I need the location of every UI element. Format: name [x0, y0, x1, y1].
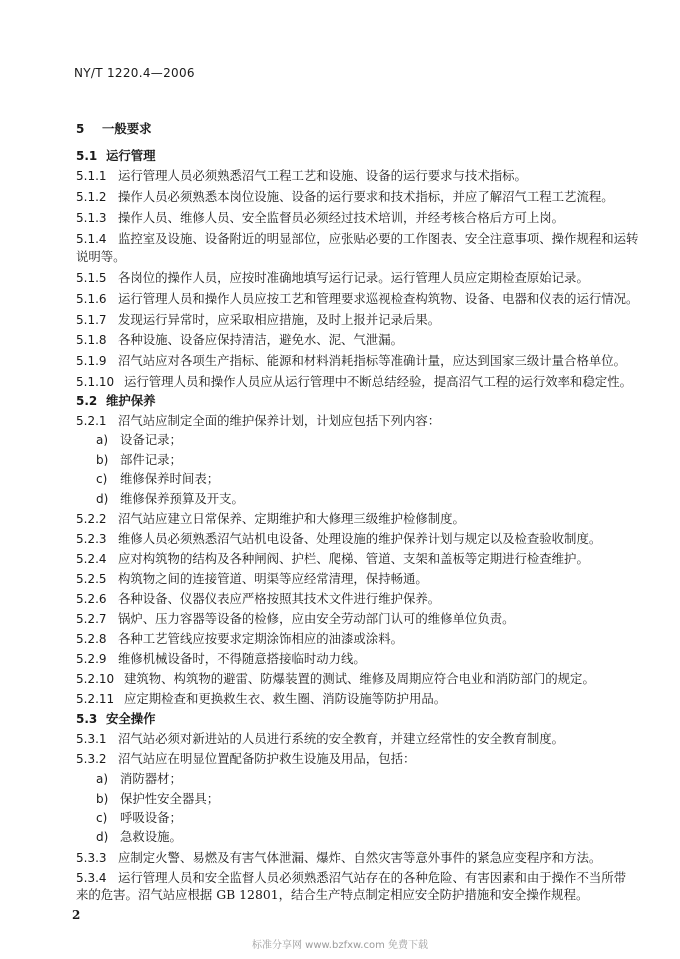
clause-number: 5.3.3	[76, 851, 107, 865]
clause-number: 5.2.6	[76, 592, 107, 606]
section-heading-5	[76, 121, 152, 137]
clause-text: 各种工艺管线应按要求定期涂饰相应的油漆或涂料。	[118, 631, 403, 646]
subsection-title: 维护保养	[106, 393, 156, 408]
list-marker: b)	[96, 792, 109, 806]
clause-5-1-3	[76, 210, 564, 226]
clause-number: 5.1.7	[76, 313, 107, 327]
clause-number: 5.1.4	[76, 232, 107, 246]
clause-text: 运行管理人员和安全监督人员必须熟悉沼气站存在的各种危险、有害因素和由于操作不当所带	[118, 870, 627, 885]
clause-text: 维修人员必须熟悉沼气站机电设备、处理设施的维护保养计划与规定以及检查验收制度。	[118, 531, 602, 546]
list-text: 消防器材；	[120, 771, 182, 786]
clause-number: 5.2.10	[76, 672, 115, 686]
clause-number: 5.3.1	[76, 732, 107, 746]
list-marker: d)	[96, 830, 109, 844]
clause-5-1-2	[76, 189, 614, 205]
clause-5-1-4-continuation: 说明等。	[76, 249, 126, 264]
clause-number: 5.1.2	[76, 190, 107, 204]
clause-text: 运行管理人员必须熟悉沼气工程工艺和设施、设备的运行要求与技术指标。	[118, 168, 527, 183]
clause-5-1-10	[76, 374, 632, 390]
clause-text: 建筑物、构筑物的避雷、防爆装置的测试、维修及周期应符合电业和消防部门的规定。	[124, 671, 595, 686]
clause-text: 构筑物之间的连接管道、明渠等应经常清理，保持畅通。	[118, 571, 428, 586]
clause-number: 5.2.5	[76, 572, 107, 586]
clause-text: 锅炉、压力容器等设备的检修，应由安全劳动部门认可的维修单位负责。	[118, 611, 515, 626]
clause-number: 5.2.4	[76, 552, 107, 566]
subsection-number: 5.2	[76, 394, 98, 408]
clause-5-2-11	[76, 691, 446, 707]
clause-text: 操作人员、维修人员、安全监督员必须经过技术培训，并经考核合格后方可上岗。	[118, 210, 565, 225]
clause-text: 沼气站应建立日常保养、定期维护和大修理三级维护检修制度。	[118, 511, 465, 526]
subsection-number: 5.3	[76, 712, 98, 726]
clause-5-2-10	[76, 671, 595, 687]
clause-number: 5.2.8	[76, 632, 107, 646]
list-item-5-2-1-d	[96, 491, 244, 507]
clause-5-2-1	[76, 413, 440, 429]
clause-number: 5.2.1	[76, 414, 107, 428]
subsection-number: 5.1	[76, 149, 98, 163]
clause-5-2-3	[76, 531, 601, 547]
clause-number: 5.3.2	[76, 752, 107, 766]
document-code: NY/T 1220.4—2006	[74, 66, 195, 80]
list-text: 保护性安全器具；	[120, 791, 220, 806]
clause-5-3-4	[76, 870, 626, 886]
section-title: 一般要求	[102, 121, 152, 136]
list-marker: c)	[96, 472, 108, 486]
page-number: 2	[72, 908, 81, 922]
section-number: 5	[76, 122, 85, 136]
clause-5-2-6	[76, 591, 440, 607]
subsection-heading-5-1	[76, 148, 156, 164]
clause-5-1-1	[76, 168, 527, 184]
watermark: 标准分享网 www.bzfxw.com 免费下载	[252, 940, 428, 951]
clause-number: 5.2.9	[76, 652, 107, 666]
clause-text: 沼气站应对各项生产指标、能源和材料消耗指标等准确计量，应达到国家三级计量合格单位。	[118, 353, 627, 368]
clause-text: 应制定火警、易燃及有害气体泄漏、爆炸、自然灾害等意外事件的紧急应变程序和方法。	[118, 850, 602, 865]
clause-text: 沼气站应制定全面的维护保养计划，计划应包括下列内容：	[118, 413, 441, 428]
subsection-title: 安全操作	[106, 711, 156, 726]
clause-number: 5.1.3	[76, 211, 107, 225]
list-item-5-3-2-b	[96, 791, 219, 807]
list-text: 维修保养时间表；	[120, 471, 220, 486]
clause-text: 应对构筑物的结构及各种闸阀、护栏、爬梯、管道、支架和盖板等定期进行检查维护。	[118, 551, 589, 566]
clause-number: 5.1.5	[76, 271, 107, 285]
clause-number: 5.1.10	[76, 375, 115, 389]
clause-number: 5.1.9	[76, 354, 107, 368]
subsection-heading-5-2	[76, 393, 156, 409]
clause-5-2-9	[76, 651, 366, 667]
clause-text: 运行管理人员和操作人员应按工艺和管理要求巡视检查构筑物、设备、电器和仪表的运行情况。	[118, 291, 639, 306]
list-item-5-2-1-a	[96, 432, 182, 448]
list-text: 设备记录；	[120, 432, 182, 447]
clause-text: 各种设施、设备应保持清洁，避免水、泥、气泄漏。	[118, 332, 403, 347]
list-item-5-2-1-c	[96, 471, 219, 487]
list-marker: b)	[96, 453, 109, 467]
clause-text: 应定期检查和更换救生衣、救生圈、消防设施等防护用品。	[124, 691, 447, 706]
clause-text: 沼气站必须对新进站的人员进行系统的安全教育，并建立经常性的安全教育制度。	[118, 731, 565, 746]
clause-number: 5.2.3	[76, 532, 107, 546]
clause-5-1-9	[76, 353, 626, 369]
clause-5-2-4	[76, 551, 589, 567]
clause-5-2-5	[76, 571, 428, 587]
clause-number: 5.1.1	[76, 169, 107, 183]
clause-5-2-2	[76, 511, 465, 527]
clause-text: 操作人员必须熟悉本岗位设施、设备的运行要求和技术指标，并应了解沼气工程工艺流程。	[118, 189, 614, 204]
list-text: 维修保养预算及开支。	[120, 491, 244, 506]
clause-text: 维修机械设备时，不得随意搭接临时动力线。	[118, 651, 366, 666]
clause-text: 各种设备、仪器仪表应严格按照其技术文件进行维护保养。	[118, 591, 441, 606]
clause-text: 沼气站应在明显位置配备防护救生设施及用品，包括：	[118, 751, 416, 766]
clause-5-1-5	[76, 270, 589, 286]
clause-text: 监控室及设施、设备附近的明显部位，应张贴必要的工作图表、安全注意事项、操作规程和运转	[118, 231, 639, 246]
clause-5-1-4	[76, 231, 638, 247]
clause-5-1-8	[76, 332, 403, 348]
clause-text: 各岗位的操作人员，应按时准确地填写运行记录。运行管理人员应定期检查原始记录。	[118, 270, 589, 285]
subsection-title: 运行管理	[106, 148, 156, 163]
clause-number: 5.2.2	[76, 512, 107, 526]
clause-5-1-6	[76, 291, 638, 307]
clause-text: 发现运行异常时，应采取相应措施，及时上报并记录后果。	[118, 312, 441, 327]
list-text: 呼吸设备；	[120, 810, 182, 825]
list-marker: a)	[96, 772, 109, 786]
clause-5-2-8	[76, 631, 403, 647]
clause-5-3-2	[76, 751, 415, 767]
list-marker: c)	[96, 811, 108, 825]
clause-5-3-4-continuation: 来的危害。沼气站应根据 GB 12801，结合生产特点制定相应安全防护措施和安全操作规程。	[76, 887, 589, 902]
list-marker: a)	[96, 433, 109, 447]
clause-number: 5.1.8	[76, 333, 107, 347]
list-item-5-2-1-b	[96, 452, 182, 468]
list-item-5-3-2-a	[96, 771, 182, 787]
clause-5-1-7	[76, 312, 440, 328]
subsection-heading-5-3	[76, 711, 156, 727]
list-item-5-3-2-d	[96, 829, 182, 845]
list-marker: d)	[96, 492, 109, 506]
clause-5-3-1	[76, 731, 564, 747]
clause-text: 运行管理人员和操作人员应从运行管理中不断总结经验，提高沼气工程的运行效率和稳定性。	[124, 374, 633, 389]
list-text: 急救设施。	[120, 829, 182, 844]
clause-number: 5.1.6	[76, 292, 107, 306]
clause-number: 5.2.7	[76, 612, 107, 626]
list-text: 部件记录；	[120, 452, 182, 467]
clause-5-3-3	[76, 850, 601, 866]
clause-5-2-7	[76, 611, 515, 627]
clause-number: 5.2.11	[76, 692, 115, 706]
clause-number: 5.3.4	[76, 871, 107, 885]
list-item-5-3-2-c	[96, 810, 182, 826]
